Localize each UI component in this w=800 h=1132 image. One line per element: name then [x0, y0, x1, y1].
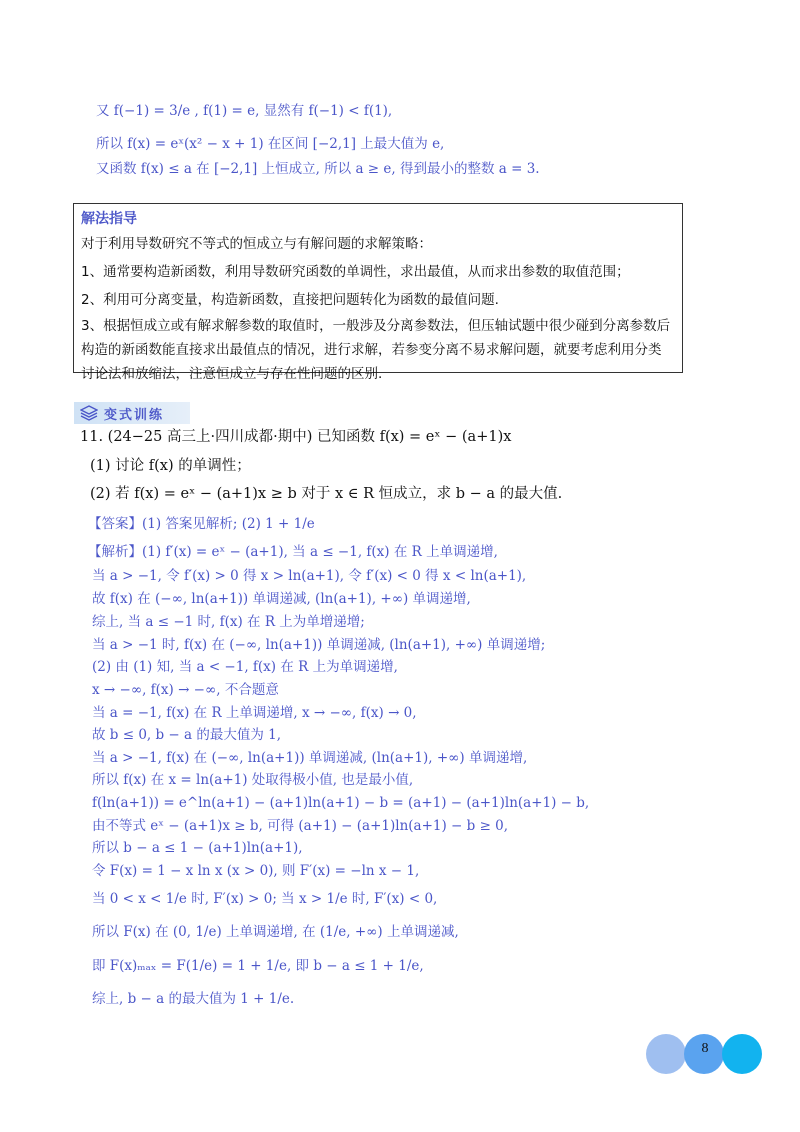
solution-line-13: 由不等式 eˣ − (a+1)x ≥ b, 可得 (a+1) − (a+1)ln(a+1) − b ≥ 0, — [92, 818, 509, 834]
solution-line-11: 所以 f(x) 在 x = ln(a+1) 处取得极小值, 也是最小值, — [92, 772, 414, 788]
solution-line-14: 所以 b − a ≤ 1 − (a+1)ln(a+1), — [92, 840, 303, 856]
solution-line-8: 当 a = −1, f(x) 在 R 上单调递增, x → −∞, f(x) → 0, — [92, 705, 417, 721]
solution-line-5: 当 a > −1 时, f(x) 在 (−∞, ln(a+1)) 单调递减, (ln(a+1), +∞) 单调递增; — [92, 637, 546, 653]
tip-line-1: 对于利用导数研究不等式的恒成立与有解问题的求解策略： — [81, 236, 432, 252]
solution-line-18: 即 F(x)ₘₐₓ = F(1/e) = 1 + 1/e, 即 b − a ≤ 1 + 1/e, — [92, 958, 424, 974]
intro-line-1: 又 f(−1) = 3/e , f(1) = e, 显然有 f(−1) < f(1), — [96, 103, 393, 119]
solution-line-15: 令 F(x) = 1 − x ln x (x > 0), 则 F′(x) = −ln x − 1, — [92, 863, 420, 879]
solution-line-12: f(ln(a+1)) = e^ln(a+1) − (a+1)ln(a+1) − b = (a+1) − (a+1)ln(a+1) − b, — [92, 795, 590, 811]
tip-line-5: 构造的新函数能直接求出最值点的情况，进行求解，若参变分离不易求解问题，就要考虑利用分类 — [81, 342, 662, 358]
solution-line-10: 当 a > −1, f(x) 在 (−∞, ln(a+1)) 单调递减, (ln(a+1), +∞) 单调递增, — [92, 750, 528, 766]
solution-line-1: 【解析】(1) f′(x) = eˣ − (a+1), 当 a ≤ −1, f(x) 在 R 上单调递增, — [88, 544, 498, 560]
solution-line-19: 综上, b − a 的最大值为 1 + 1/e. — [92, 991, 295, 1007]
tip-title: 解法指导 — [81, 211, 137, 227]
question-part-2: (2) 若 f(x) = eˣ − (a+1)x ≥ b 对于 x ∈ R 恒成立，求 b − a 的最大值. — [90, 486, 563, 502]
intro-line-3: 又函数 f(x) ≤ a 在 [−2,1] 上恒成立, 所以 a ≥ e, 得到最小的整数 a = 3. — [96, 161, 540, 177]
solution-line-17: 所以 F(x) 在 (0, 1/e) 上单调递增, 在 (1/e, +∞) 上单调递减, — [92, 924, 459, 940]
page-circle-bright — [722, 1034, 762, 1074]
page-circle-light — [646, 1034, 686, 1074]
solution-line-3: 故 f(x) 在 (−∞, ln(a+1)) 单调递减, (ln(a+1), +∞) 单调递增, — [92, 591, 471, 607]
method-tips-box — [73, 203, 683, 382]
question-stem: 11. (24−25 高三上·四川成都·期中) 已知函数 f(x) = eˣ − (a+1)x — [80, 429, 512, 445]
question-part-1: (1) 讨论 f(x) 的单调性； — [90, 458, 251, 474]
tip-line-6: 讨论法和放缩法，注意恒成立与存在性问题的区别. — [81, 366, 383, 382]
solution-line-6: (2) 由 (1) 知, 当 a < −1, f(x) 在 R 上为单调递增, — [92, 659, 398, 675]
variant-label-text: 变式训练 — [104, 407, 165, 423]
solution-line-9: 故 b ≤ 0, b − a 的最大值为 1, — [92, 727, 282, 743]
solution-line-7: x → −∞, f(x) → −∞, 不合题意 — [92, 682, 279, 698]
tip-line-2: 1、通常要构造新函数，利用导数研究函数的单调性，求出最值，从而求出参数的取值范围； — [81, 264, 630, 280]
solution-line-16: 当 0 < x < 1/e 时, F′(x) > 0; 当 x > 1/e 时, F′(x) < 0, — [92, 891, 438, 907]
tip-line-4: 3、根据恒成立或有解求解参数的取值时，一般涉及分离参数法，但压轴试题中很少碰到分离参数后 — [81, 318, 671, 334]
tip-line-3: 2、利用可分离变量，构造新函数，直接把问题转化为函数的最值问题. — [81, 292, 499, 308]
intro-line-2: 所以 f(x) = eˣ(x² − x + 1) 在区间 [−2,1] 上最大值为 e, — [96, 136, 445, 152]
solution-line-4: 综上, 当 a ≤ −1 时, f(x) 在 R 上为单增递增; — [92, 614, 365, 630]
answer-line: 【答案】(1) 答案见解析; (2) 1 + 1/e — [88, 516, 315, 532]
variant-training-label — [74, 402, 190, 424]
solution-line-2: 当 a > −1, 令 f′(x) > 0 得 x > ln(a+1), 令 f′(x) < 0 得 x < ln(a+1), — [92, 568, 527, 584]
layers-icon — [80, 405, 98, 421]
page-number: 8 — [701, 1041, 709, 1056]
